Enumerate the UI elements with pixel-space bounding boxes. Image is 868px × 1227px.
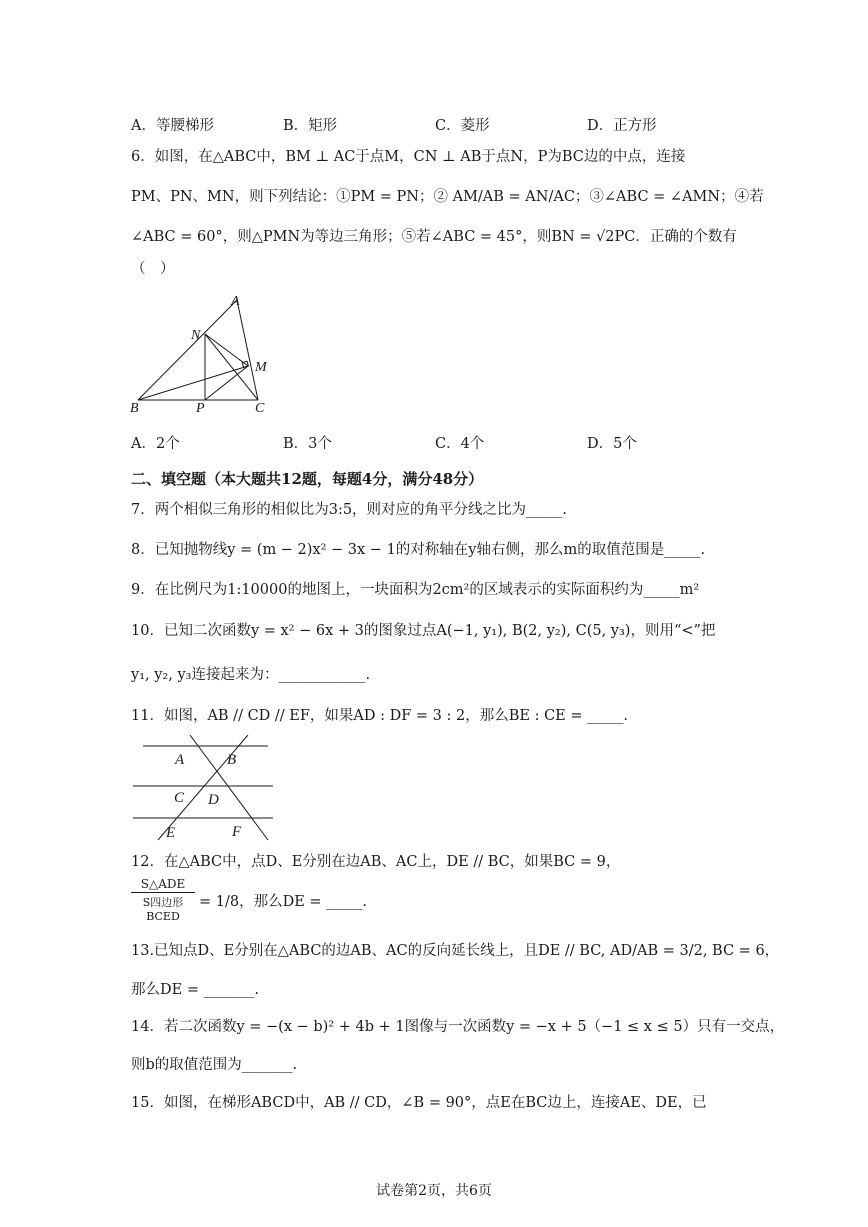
segment-cn [205, 334, 258, 400]
q6-line3: ∠ABC = 60°，则△PMN为等边三角形；⑤若∠ABC = 45°，则BN = √2PC．正确的个数有 [131, 229, 737, 245]
q11: 11．如图，AB // CD // EF，如果AD : DF = 3 : 2，那么BE : CE = _____. [131, 708, 628, 724]
frac-numerator: S△ADE [131, 877, 195, 893]
label-a: A [175, 752, 185, 768]
q12-line1: 12．在△ABC中，点D、E分别在边AB、AC上，DE // BC，如果BC = 9， [131, 854, 621, 870]
q7: 7．两个相似三角形的相似比为3:5，则对应的角平分线之比为_____. [131, 502, 567, 518]
side-ac [237, 300, 258, 400]
label-a: A [231, 294, 240, 309]
q6-option-b: B．3个 [283, 436, 332, 452]
label-d: D [208, 792, 219, 808]
q9: 9．在比例尺为1:10000的地图上，一块面积为2cm²的区域表示的实际面积约为_____m² [131, 582, 700, 598]
segment-pm [205, 366, 248, 400]
option-d: D．正方形 [587, 118, 657, 134]
label-b: B [227, 752, 237, 768]
q6-line2: PM、PN、MN，则下列结论：①PM = PN；② AM/AB = AN/AC；③∠ABC = ∠AMN；④若 [131, 189, 764, 205]
option-c: C．菱形 [435, 118, 490, 134]
q13-line2: 那么DE = _______. [131, 982, 259, 998]
q6-option-a: A．2个 [131, 436, 180, 452]
label-c: C [174, 790, 185, 806]
option-b: B．矩形 [283, 118, 338, 134]
q12-line2: = 1/8，那么DE = _____. [199, 894, 368, 910]
q10-line1: 10．已知二次函数y = x² − 6x + 3的图象过点A(−1, y₁), B(2, y₂), C(5, y₃)，则用“<”把 [131, 623, 716, 639]
q11-parallel-lines-figure [128, 735, 278, 845]
q14-line1: 14．若二次函数y = −(x − b)² + 4b + 1图像与一次函数y = −x + 5（−1 ≤ x ≤ 5）只有一交点， [131, 1019, 785, 1035]
label-m: M [255, 360, 267, 375]
q15: 15．如图，在梯形ABCD中，AB // CD，∠B = 90°，点E在BC边上，连接AE、DE，已 [131, 1095, 707, 1111]
label-p: P [196, 401, 205, 416]
label-c: C [255, 401, 265, 416]
q14-line2: 则b的取值范围为_______. [131, 1057, 298, 1073]
option-a: A．等腰梯形 [131, 118, 214, 134]
q6-option-c: C．4个 [435, 436, 485, 452]
page-footer: 试卷第2页，共6页 [376, 1183, 492, 1199]
q6-line4: （ ） [131, 261, 175, 277]
transversal-af [190, 735, 268, 840]
q6-option-d: D．5个 [587, 436, 637, 452]
q6-triangle-figure [125, 290, 285, 420]
q12-area-fraction [131, 877, 195, 923]
q10-line2: y₁, y₂, y₃连接起来为：____________. [131, 667, 371, 683]
section-title: 二、填空题（本大题共12题，每题4分，满分48分） [131, 470, 484, 488]
label-e: E [166, 825, 176, 841]
q13-line1: 13.已知点D、E分别在△ABC的边AB、AC的反向延长线上，且DE // BC, AD/AB = 3/2, BC = 6， [131, 943, 780, 959]
label-n: N [191, 328, 201, 343]
label-b: B [130, 401, 139, 416]
q6-line1: 6．如图，在△ABC中，BM ⊥ AC于点M，CN ⊥ AB于点N，P为BC边的中点，连接 [131, 149, 686, 165]
frac-denominator: S四边形BCED [142, 896, 184, 923]
label-f: F [232, 824, 242, 840]
q8: 8．已知抛物线y = (m − 2)x² − 3x − 1的对称轴在y轴右侧，那么m的取值范围是_____. [131, 542, 706, 558]
